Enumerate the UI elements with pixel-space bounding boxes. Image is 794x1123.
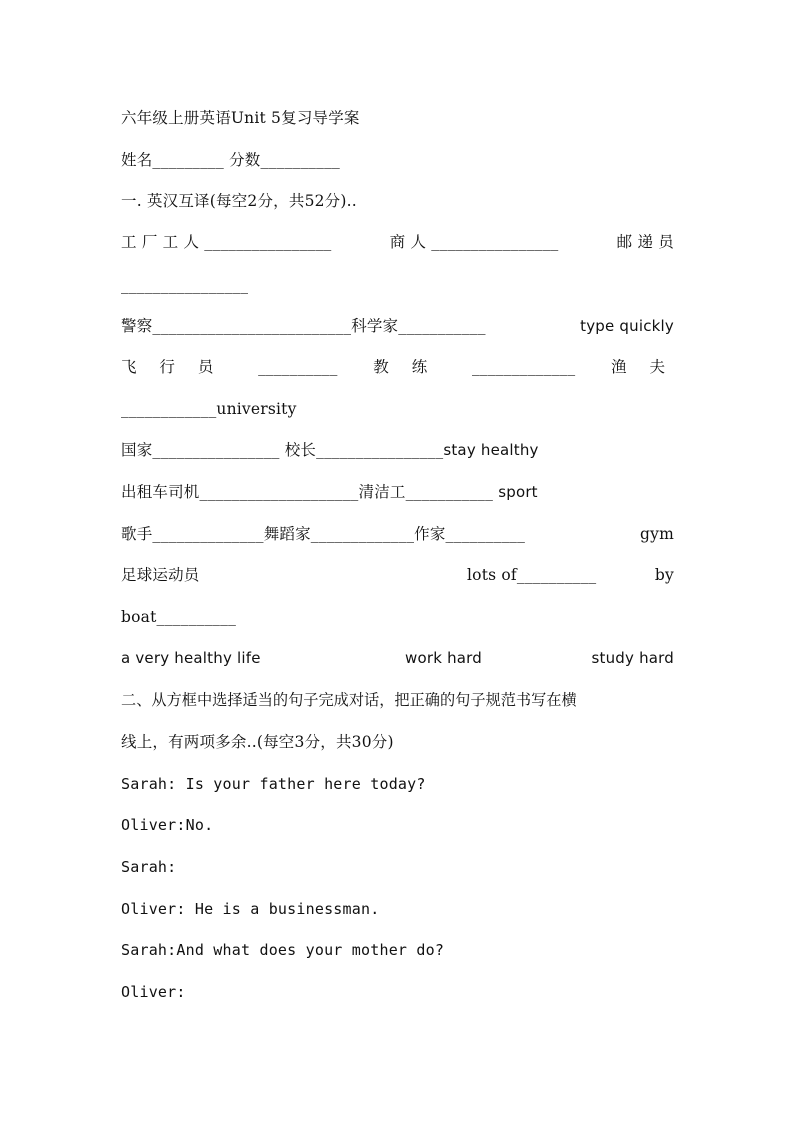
vocab-item: 国家________________ 校长________________ (121, 441, 444, 459)
vocab-item: 工 厂 工 人 ________________ (121, 233, 332, 251)
worksheet-title: 六年级上册英语Unit 5复习导学案 (121, 109, 360, 127)
vocab-item: 歌手______________舞蹈家_____________作家__________ (121, 525, 526, 543)
dialogue-line: Sarah:And what does your mother do? (121, 941, 445, 959)
dialogue-line: Sarah: (121, 858, 177, 876)
vocab-row-3-cont: ____________university (121, 400, 297, 418)
vocab-row-6 (121, 524, 674, 544)
vocab-row-3 (121, 357, 674, 377)
vocab-item: 渔 夫 (611, 358, 674, 376)
vocab-item: sport (498, 483, 538, 501)
vocab-item: 邮 递 员 (616, 233, 674, 251)
vocab-item: gym (640, 525, 674, 543)
vocab-row-5 (121, 482, 674, 502)
vocab-item: 商 人 ________________ (389, 233, 559, 251)
vocab-row-4 (121, 440, 674, 460)
vocab-row-7-cont: boat__________ (121, 608, 237, 626)
name-score-line: 姓名_________ 分数__________ (121, 151, 340, 169)
vocab-row-1 (121, 232, 674, 252)
vocab-item: a very healthy life (121, 649, 261, 667)
vocab-row-1-cont: ________________ (121, 276, 249, 294)
vocab-item: study hard (591, 649, 674, 667)
vocab-item: by (654, 566, 674, 584)
dialogue-line: Oliver: (121, 983, 186, 1001)
dialogue-line: Oliver: He is a businessman. (121, 900, 380, 918)
vocab-item: 教 练 (373, 358, 437, 376)
vocab-item: __________ (258, 358, 338, 376)
vocab-item: lots of__________ (467, 566, 597, 584)
dialogue-line: Sarah: Is your father here today? (121, 775, 426, 793)
vocab-row-2 (121, 316, 674, 336)
vocab-item: work hard (405, 649, 482, 667)
vocab-item: 警察_________________________科学家___________ (121, 317, 486, 335)
dialogue-line: Oliver:No. (121, 816, 214, 834)
section2-heading-line2: 线上，有两项多余..(每空3分，共30分) (121, 733, 394, 751)
vocab-item: 飞 行 员 (121, 358, 223, 376)
vocab-item: 出租车司机____________________清洁工___________ (121, 483, 494, 501)
section2-heading-line1: 二、从方框中选择适当的句子完成对话，把正确的句子规范书写在横 (121, 691, 577, 709)
vocab-item: stay healthy (443, 441, 539, 459)
vocab-item: _____________ (471, 358, 576, 376)
vocab-item: type quickly (580, 317, 674, 335)
section1-heading: 一. 英汉互译(每空2分，共52分).. (121, 192, 357, 210)
vocab-item: 足球运动员 (121, 566, 200, 584)
